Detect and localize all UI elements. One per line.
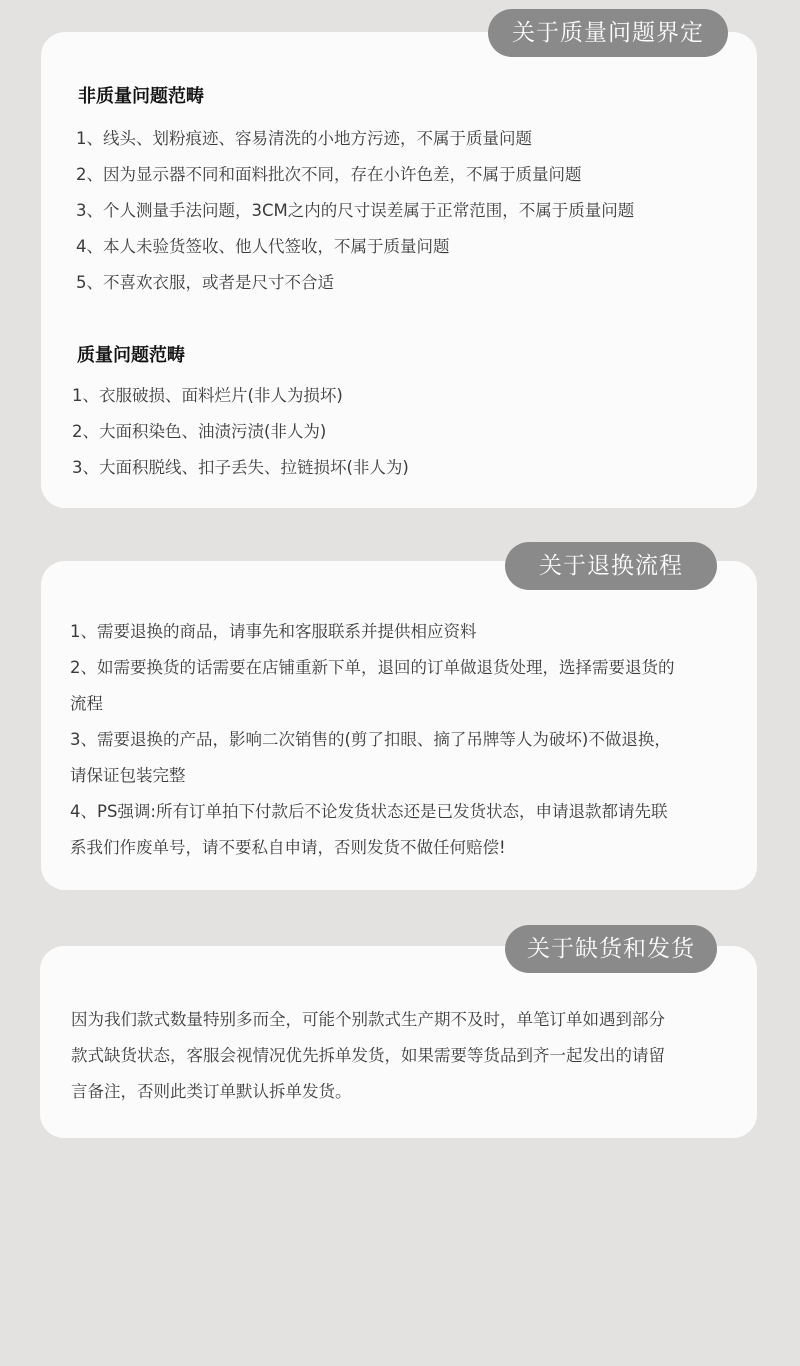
list-item: 言备注，否则此类订单默认拆单发货。 <box>71 1082 352 1101</box>
list-item: 5、不喜欢衣服，或者是尺寸不合适 <box>76 273 334 292</box>
list-item: 系我们作废单号，请不要私自申请，否则发货不做任何赔偿! <box>70 838 506 857</box>
non-quality-list <box>76 121 634 301</box>
list-item: 3、个人测量手法问题，3CM之内的尺寸误差属于正常范围，不属于质量问题 <box>76 201 635 220</box>
list-item: 2、因为显示器不同和面料批次不同，存在小许色差，不属于质量问题 <box>76 165 582 184</box>
list-item: 请保证包装完整 <box>70 766 186 785</box>
list-item: 1、衣服破损、面料烂片(非人为损坏) <box>72 386 343 405</box>
list-item: 流程 <box>70 694 103 713</box>
list-item: 款式缺货状态，客服会视情况优先拆单发货，如果需要等货品到齐一起发出的请留 <box>71 1046 665 1065</box>
list-item: 4、本人未验货签收、他人代签收，不属于质量问题 <box>76 237 450 256</box>
stock-shipping-title: 关于缺货和发货 <box>505 925 717 973</box>
return-process-title: 关于退换流程 <box>505 542 717 590</box>
list-item: 2、如需要换货的话需要在店铺重新下单，退回的订单做退货处理，选择需要退货的 <box>70 658 675 677</box>
quality-definition-title: 关于质量问题界定 <box>488 9 728 57</box>
list-item: 4、PS强调:所有订单拍下付款后不论发货状态还是已发货状态，申请退款都请先联 <box>70 802 668 821</box>
list-item: 3、大面积脱线、扣子丢失、拉链损坏(非人为) <box>72 458 409 477</box>
non-quality-heading: 非质量问题范畴 <box>78 86 204 107</box>
list-item: 2、大面积染色、油渍污渍(非人为) <box>72 422 327 441</box>
stock-shipping-text <box>71 1002 665 1110</box>
list-item: 3、需要退换的产品，影响二次销售的(剪了扣眼、摘了吊牌等人为破坏)不做退换， <box>70 730 671 749</box>
quality-heading: 质量问题范畴 <box>77 345 185 366</box>
quality-list <box>72 378 409 486</box>
return-process-list <box>70 614 675 866</box>
list-item: 因为我们款式数量特别多而全，可能个别款式生产期不及时，单笔订单如遇到部分 <box>71 1010 665 1029</box>
list-item: 1、需要退换的商品，请事先和客服联系并提供相应资料 <box>70 622 477 641</box>
list-item: 1、线头、划粉痕迹、容易清洗的小地方污迹，不属于质量问题 <box>76 129 532 148</box>
